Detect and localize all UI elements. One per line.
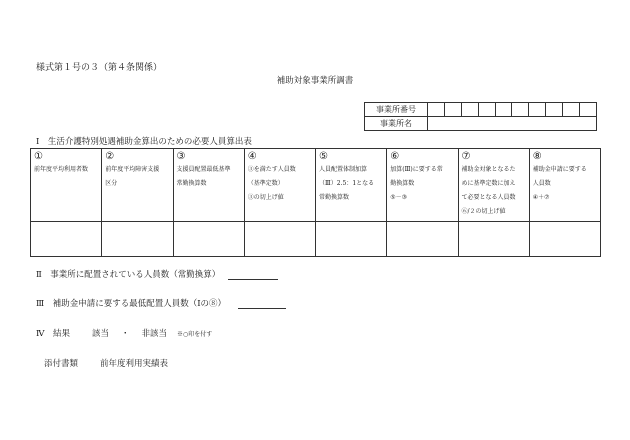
section2-line	[36, 268, 278, 280]
office-number-digit-cell[interactable]	[546, 103, 563, 117]
column-label-line: て必要となる人員数	[461, 194, 516, 201]
value-cell-6[interactable]	[387, 222, 458, 257]
column-label-line: 人員数	[532, 180, 551, 187]
office-number-digit-cell[interactable]	[563, 103, 580, 117]
section4-line	[36, 327, 212, 339]
office-id-box	[364, 102, 597, 131]
column-label-line: めに基準定数に加え	[461, 180, 516, 187]
value-cell-2[interactable]	[102, 222, 173, 257]
value-cell-8[interactable]	[529, 222, 600, 257]
column-label-line: 前年度平均利用者数	[34, 166, 89, 173]
column-number: ②	[105, 151, 115, 162]
column-label-line: （Ⅲ）2.5：1となる	[319, 180, 375, 187]
staffing-calculation-table	[30, 148, 601, 257]
attachment-line	[44, 357, 168, 369]
column-header-3	[173, 149, 244, 222]
value-cell-3[interactable]	[173, 222, 244, 257]
result-separator: ・	[121, 329, 130, 339]
column-header-1	[31, 149, 102, 222]
column-label-line: 補助金申請に要する	[532, 166, 587, 173]
column-number: ⑧	[532, 151, 542, 162]
office-number-digit-cell[interactable]	[580, 103, 597, 117]
section2-label: Ⅱ 事業所に配置されている人員数（常勤換算）	[36, 270, 221, 280]
attachment-label: 添付書類	[44, 359, 79, 369]
attachment-value: 前年度利用実績表	[100, 359, 169, 369]
office-name-label: 事業所名	[365, 117, 428, 131]
column-header-4	[244, 149, 315, 222]
result-option-not-applicable[interactable]: 非該当	[141, 329, 168, 339]
value-cell-4[interactable]	[244, 222, 315, 257]
column-number: ⑥	[390, 151, 400, 162]
minimum-staff-blank[interactable]	[238, 298, 286, 309]
column-label-line: 加算(Ⅲ)に要する常	[390, 166, 443, 173]
office-number-digit-cell[interactable]	[461, 103, 478, 117]
section1-heading: Ⅰ 生活介護特別処遇補助金算出のための必要人員算出表	[36, 137, 252, 147]
section3-label: Ⅲ 補助金申請に要する最低配置人員数（Ⅰの⑧）	[36, 299, 227, 309]
column-header-7	[458, 149, 529, 222]
column-label-line: 支援員配置最低基準	[176, 166, 231, 173]
office-name-field[interactable]	[428, 117, 597, 131]
column-label-line: 勤換算数	[390, 180, 415, 187]
office-number-label: 事業所番号	[365, 103, 428, 117]
table-header-row	[31, 149, 601, 222]
result-option-applicable[interactable]: 該当	[92, 329, 110, 339]
column-number: ⑦	[461, 151, 471, 162]
table-value-row	[31, 222, 601, 257]
office-number-digit-cell[interactable]	[512, 103, 529, 117]
column-label-line: 常勤換算数	[176, 180, 207, 187]
column-header-5	[316, 149, 387, 222]
result-label: Ⅳ 結果	[36, 329, 70, 339]
column-number: ⑤	[319, 151, 328, 162]
section3-line	[36, 297, 286, 309]
column-header-6	[387, 149, 458, 222]
column-label-line: ⑤－③	[390, 194, 408, 201]
column-label-line: ④＋⑦	[532, 194, 550, 201]
column-number: ①	[34, 151, 43, 162]
column-header-2	[102, 149, 173, 222]
office-number-digit-cell[interactable]	[444, 103, 461, 117]
circle-mark-note: ※○印を付す	[177, 331, 213, 338]
office-number-digit-cell[interactable]	[428, 103, 445, 117]
document-title: 補助対象事業所調書	[276, 76, 354, 86]
column-number: ④	[247, 151, 257, 162]
value-cell-5[interactable]	[316, 222, 387, 257]
office-number-digit-cell[interactable]	[478, 103, 495, 117]
column-label-line: ③の切上げ値	[247, 194, 284, 201]
form-number-label: 様式第１号の３（第４条関係）	[36, 63, 163, 73]
office-number-digit-cell[interactable]	[529, 103, 546, 117]
office-number-digit-cell[interactable]	[495, 103, 512, 117]
value-cell-7[interactable]	[458, 222, 529, 257]
column-label-line: 人員配置体制加算	[319, 166, 368, 173]
column-label-line: 常勤換算数	[319, 194, 350, 201]
column-label-line: 前年度平均障害支援	[105, 166, 160, 173]
column-number: ③	[176, 151, 186, 162]
value-cell-1[interactable]	[31, 222, 102, 257]
column-label-line: （基準定数）	[247, 180, 284, 187]
column-label-line: ⑥/２の切上げ値	[461, 208, 506, 215]
column-header-8	[529, 149, 600, 222]
assigned-staff-blank[interactable]	[228, 269, 278, 280]
column-label-line: 補助金対象となるた	[461, 166, 516, 173]
column-label-line: 区分	[105, 180, 118, 187]
column-label-line: ③を満たす人員数	[247, 166, 296, 173]
